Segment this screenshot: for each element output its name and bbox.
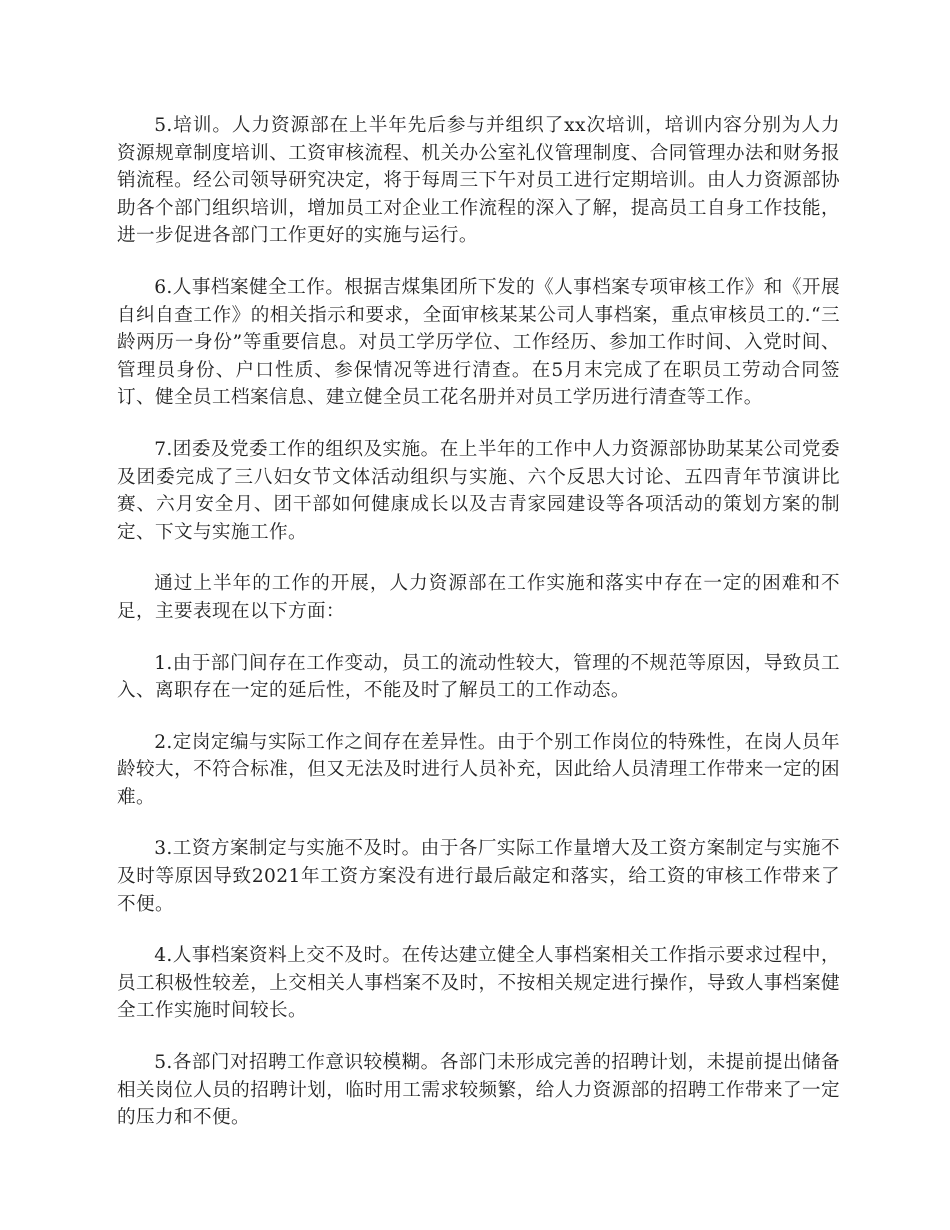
paragraph-party-league-work: 7.团委及党委工作的组织及实施。在上半年的工作中人力资源部协助某某公司党委及团委完成了三八妇女节文体活动组织与实施、六个反思大讨论、五四青年节演讲比赛、六月安全月、团干部如何健康成长以及吉青家园建设等各项活动的策划方案的制定、下文与实施工作。 [117,438,840,543]
paragraph-issue-1: 1.由于部门间存在工作变动，员工的流动性较大，管理的不规范等原因，导致员工入、离职存在一定的延后性，不能及时了解员工的工作动态。 [117,652,840,702]
paragraph-personnel-files: 6.人事档案健全工作。根据吉煤集团所下发的《人事档案专项审核工作》和《开展自纠自查工作》的相关指示和要求，全面审核某某公司人事档案，重点审核员工的.“三龄两历一身份”等重要信息。对员工学历学位、工作经历、参加工作时间、入党时间、管理员身份、户口性质、参保情况等进行清查。在5月末完成了在职员工劳动合同签订、健全员工档案信息、建立健全员工花名册并对员工学历进行清查等工作。 [117,276,840,409]
paragraph-issue-5: 5.各部门对招聘工作意识较模糊。各部门未形成完善的招聘计划，未提前提出储备相关岗位人员的招聘计划，临时用工需求较频繁，给人力资源部的招聘工作带来了一定的压力和不便。 [117,1052,840,1129]
paragraph-shortcomings-intro: 通过上半年的工作的开展，人力资源部在工作实施和落实中存在一定的困难和不足，主要表现在以下方面： [117,573,840,622]
paragraph-issue-4: 4.人事档案资料上交不及时。在传达建立健全人事档案相关工作指示要求过程中，员工积极性较差，上交相关人事档案不及时，不按相关规定进行操作，导致人事档案健全工作实施时间较长。 [117,945,840,1022]
paragraph-issue-2: 2.定岗定编与实际工作之间存在差异性。由于个别工作岗位的特殊性，在岗人员年龄较大，不符合标准，但又无法及时进行人员补充，因此给人员清理工作带来一定的困难。 [117,731,840,808]
document-body [117,112,840,1156]
paragraph-training: 5.培训。人力资源部在上半年先后参与并组织了xx次培训，培训内容分别为人力资源规章制度培训、工资审核流程、机关办公室礼仪管理制度、合同管理办法和财务报销流程。经公司领导研究决定，将于每周三下午对员工进行定期培训。由人力资源部协助各个部门组织培训，增加员工对企业工作流程的深入了解，提高员工自身工作技能，进一步促进各部门工作更好的实施与运行。 [117,115,840,247]
paragraph-issue-3: 3.工资方案制定与实施不及时。由于各厂实际工作量增大及工资方案制定与实施不及时等原因导致2021年工资方案没有进行最后敲定和落实，给工资的审核工作带来了不便。 [117,838,840,915]
